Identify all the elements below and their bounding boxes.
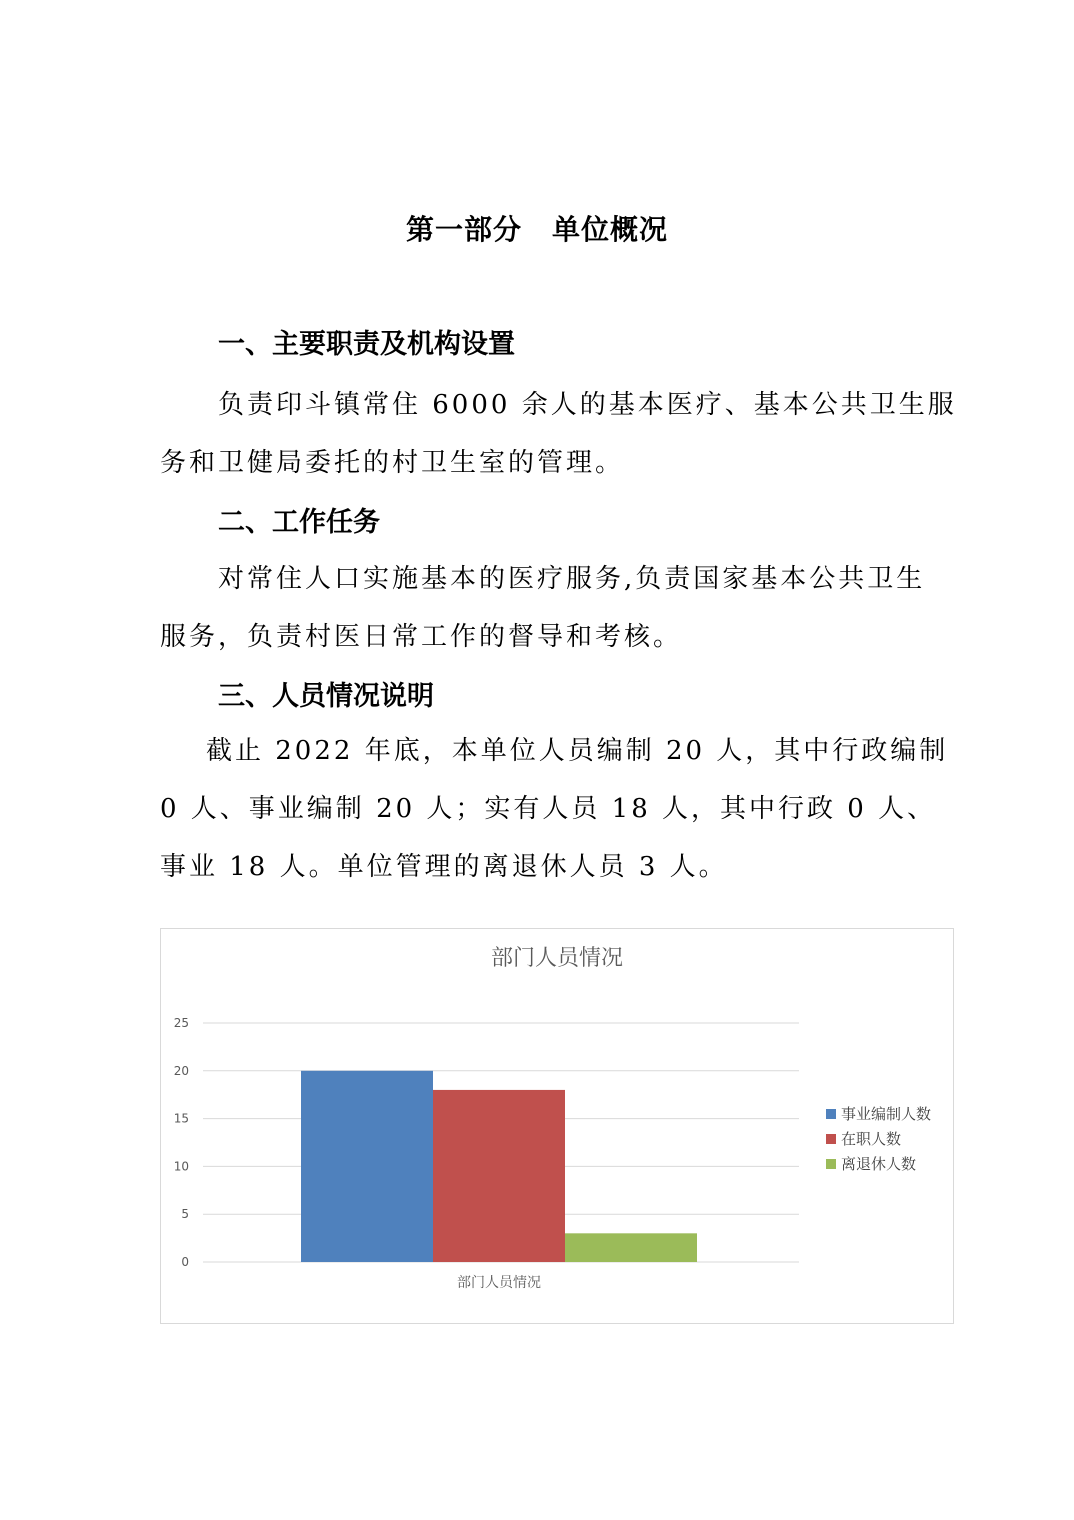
y-tick-label: 20: [173, 1063, 189, 1078]
paragraph-line: 截止 2022 年底，本单位人员编制 20 人，其中行政编制: [206, 736, 949, 766]
chart-canvas: [161, 929, 955, 1325]
section-body-2: [160, 550, 930, 666]
paragraph-line: 对常住人口实施基本的医疗服务,负责国家基本公共卫生: [218, 564, 926, 594]
page-title: [0, 208, 1074, 248]
y-tick-label: 15: [173, 1111, 189, 1126]
y-tick-label: 25: [173, 1016, 189, 1030]
section-heading-2: 二、工作任务: [218, 507, 380, 538]
paragraph-line: 0 人、事业编制 20 人；实有人员 18 人，其中行政 0 人、: [160, 794, 937, 824]
y-tick-label: 10: [173, 1159, 189, 1174]
paragraph-line: 务和卫健局委托的村卫生室的管理。: [160, 448, 625, 478]
legend-label: 在职人数: [841, 1130, 902, 1148]
chart-legend: [826, 1105, 931, 1173]
legend-label: 离退休人数: [841, 1155, 917, 1173]
legend-label: 事业编制人数: [841, 1105, 932, 1123]
paragraph-line: 负责印斗镇常住 6000 余人的基本医疗、基本公共卫生服: [218, 390, 957, 420]
y-tick-label: 5: [181, 1207, 189, 1222]
legend-swatch: [826, 1134, 836, 1144]
section-heading-1: 一、主要职责及机构设置: [218, 329, 515, 360]
legend-swatch: [826, 1159, 836, 1169]
section-body-3: [160, 722, 949, 896]
bar: [301, 1071, 433, 1262]
paragraph-line: 事业 18 人。单位管理的离退休人员 3 人。: [160, 852, 728, 882]
bar: [565, 1233, 697, 1262]
section-heading-3: 三、人员情况说明: [218, 681, 434, 712]
chart-title: 部门人员情况: [490, 946, 624, 971]
bar: [433, 1090, 565, 1262]
title-part: 第一部分: [405, 213, 522, 246]
title-name: 单位概况: [552, 213, 669, 246]
paragraph-line: 服务，负责村医日常工作的督导和考核。: [160, 622, 683, 652]
staff-chart: [160, 928, 954, 1324]
legend-swatch: [826, 1109, 836, 1119]
section-body-1: [160, 376, 957, 492]
y-tick-label: 0: [181, 1255, 189, 1269]
x-category-label: 部门人员情况: [457, 1275, 541, 1291]
